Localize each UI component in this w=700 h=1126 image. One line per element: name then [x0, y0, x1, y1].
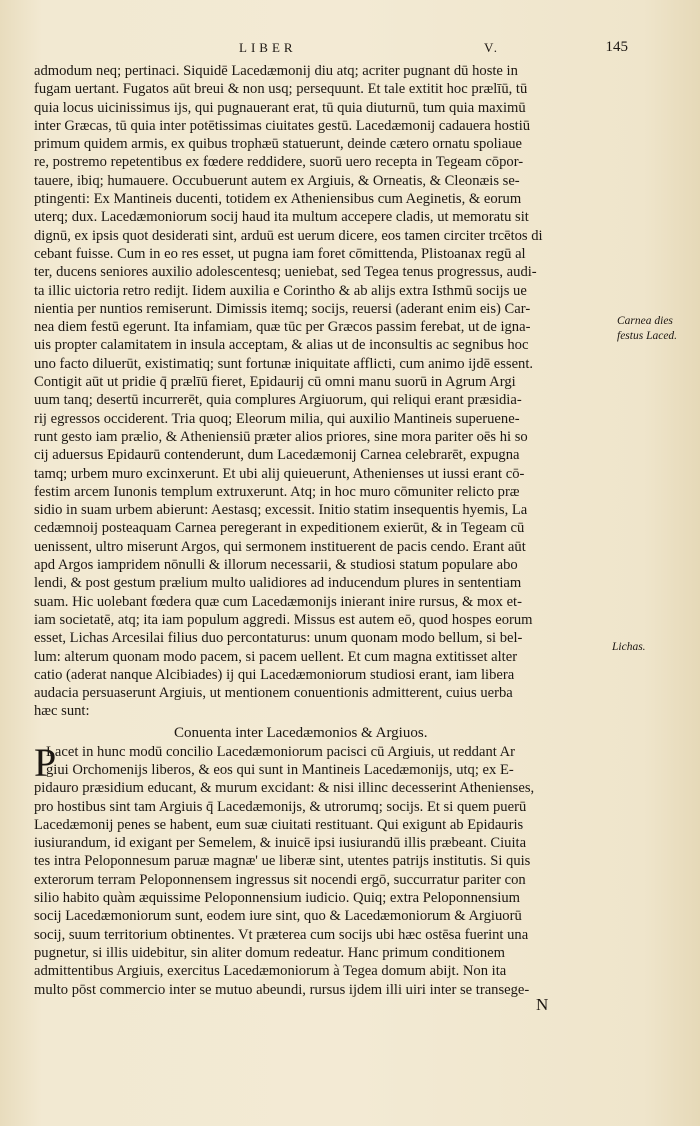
- signature-mark: N: [536, 995, 549, 1014]
- text-line: lendi, & post gestum prælium multo ualidiores ad inducendum plures in sententiam: [34, 575, 522, 592]
- text-line: uis propter calamitatem in insula acceptam, & alias ut de inconsultis ac segnibus hoc: [34, 337, 529, 354]
- text-line: pro hostibus sint tam Argiuis q̄ Lacedæmonijs, & utrorumq; socijs. Et si quem puerū: [34, 798, 527, 815]
- text-line: runt gesto iam prælio, & Atheniensiū præter alios priores, sine mora pariter oēs hi so: [34, 428, 528, 445]
- paragraph-block-2: [34, 739, 608, 999]
- text-line: catio (aderat nanque Alcibiades) ij qui Lacedæmoniorum studiosi erant, iam libera: [34, 666, 515, 683]
- text-line: pugnetur, si illis uidebitur, sin aliter domum redeatur. Hanc primum conditionem: [34, 944, 506, 961]
- text-line: Lacedæmonij penes se habent, eum suæ ciuitati restituant. Qui exigunt ab Epidauris: [34, 816, 524, 833]
- text-line: ta illic uictoria retro redijt. Iidem auxilia e Corintho & ab alijs extra Isthmū socijs ue: [34, 282, 527, 299]
- text-line: ptingenti: Ex Mantineis ducenti, totidem ex Atheniensibus cum Aeginetis, & eorum: [34, 191, 522, 208]
- margin-note-line: Carnea dies: [617, 315, 673, 327]
- text-line: socij Lacedæmoniorum sunt, eodem iure sint, quo & Lacedæmoniorum & Argiuorū: [34, 908, 522, 925]
- text-line: exterorum terram Peloponnensem ingressus sit nocendi ergō, succurratur pariter con: [34, 871, 526, 888]
- running-head: [34, 40, 626, 60]
- paragraph-block-2-lines: [34, 779, 608, 999]
- text-line: uenissent, ultro miserunt Argos, qui sermonem instituerent de pacis cendo. Erant aūt: [34, 538, 526, 555]
- text-line: multo pōst commercio inter se mutuo abeundi, rursus ijdem illi uiri inter se transege-: [34, 981, 530, 998]
- text-line: Lacet in hunc modū concilio Lacedæmoniorum pacisci cū Argiuis, ut reddant Ar: [46, 743, 516, 760]
- text-line: silio habito quàm æquissime Peloponnensium iudicio. Quiq; extra Peloponnensium: [34, 890, 521, 907]
- text-line: primum quidem armis, ex quibus trophæū statuerunt, deinde cætero ornatu spoliaue: [34, 136, 522, 153]
- text-line: festim arcem Iunonis templum extruxerunt. Atq; in hoc muro cōmuniter relicto præ: [34, 483, 520, 500]
- text-line: rij egressos occiderent. Tria quoq; Eleorum milia, qui auxilio Mantineis superuene-: [34, 410, 520, 427]
- running-head-book: V.: [484, 40, 499, 55]
- text-line: re, postremo repetentibus ex fœdere reddidere, suorū uero recepta in Tegeam cōpor-: [34, 154, 524, 171]
- text-line: iam societatē, atq; ita iam populum aggredi. Missus est autem eō, quod hospes eorum: [34, 611, 533, 628]
- margin-note-carnea: [617, 314, 677, 344]
- text-line: ter, ducens seniores auxilio adolescentesq; ueniebat, sed Tegea tenus progressus, audi-: [34, 264, 537, 281]
- page-number: 145: [605, 39, 628, 55]
- text-line: pidauro præsidium educant, & murum excidant: & nisi illinc decesserint Athenienses,: [34, 780, 535, 797]
- text-line: inter Græcas, tū quia inter potētissimas ciuitates gestū. Lacedæmonij cadauera hostiū: [34, 117, 531, 134]
- running-head-title: LIBER: [239, 40, 297, 55]
- text-line: esset, Lichas Arcesilai filius duo percontaturus: unum quonam modo bellum, si bel-: [34, 630, 523, 647]
- text-line: socij, suum territorium obtinentes. Vt præterea cum socijs ubi hæc ostēsa fuerint una: [34, 926, 529, 943]
- text-line: hæc sunt:: [34, 703, 90, 720]
- text-line: uno facto diluerūt, existimatiq; sunt fortunæ iniquitate afflicti, cum animo ijdē essent.: [34, 355, 534, 372]
- text-line: apd Argos iampridem nōnulli & illorum necessarii, & studiosi statum populare abo: [34, 557, 518, 574]
- body-text: [34, 62, 608, 999]
- text-line: audacia persuaserunt Argiuis, ut mentionem conuentionis admitterent, cuius uerba: [34, 685, 513, 702]
- margin-note-lichas: Lichas.: [612, 641, 646, 653]
- margin-note-line: festus Laced.: [617, 330, 678, 342]
- text-line: nientia per nuntios remiserunt. Dimissis itemq; socijs, reuersi (aderant enim eis) Car-: [34, 300, 531, 317]
- text-line: quia locus uicinissimus ijs, qui pugnauerant erat, tū quia diuturnū, tum quia maximū: [34, 99, 526, 116]
- text-line: nea diem festū egerunt. Ita infamiam, quæ tūc per Græcos passim ferebat, ut de igna-: [34, 319, 531, 336]
- text-line: tamq; urbem muro excinxerunt. Et ubi alij quieuerunt, Athenienses ut iussi erant cō-: [34, 465, 525, 482]
- text-line: lum: alterum quonam modo pacem, si pacem uellent. Et cum magna extitisset alter: [34, 648, 518, 665]
- text-line: tes intra Peloponnesum paruæ magnæ' ue liberæ sint, utentes patrijs institutis. Si quis: [34, 853, 531, 870]
- text-line: cij aduersus Epidaurū contenderunt, dum Lacedæmonij Carnea celebrarēt, expugna: [34, 447, 520, 464]
- text-line: sidio in suam urbem abierunt: Aestasq; excessit. Initio statim insequentis hyemis, La: [34, 502, 528, 519]
- text-line: Contigit aūt ut pridie q̄ prælīū fieret, Epidaurij cū omni manu suorū in Agrum Argi: [34, 374, 516, 391]
- text-line: tauere, ibiq; humauere. Occubuerunt autem ex Argiuis, & Orneatis, & Cleonæis se-: [34, 172, 520, 189]
- text-line: admittentibus Argiuis, exercitus Lacedæmoniorum à Tegea domum abijt. Non ita: [34, 963, 507, 980]
- section-heading: Conuenta inter Lacedæmonios & Argiuos.: [174, 724, 428, 741]
- text-line: fugam uertant. Fugatos aūt breui & non usq; persequunt. Et tale extitit hoc prælīū, tū: [34, 81, 528, 98]
- drop-cap: P: [34, 739, 57, 785]
- text-line: suam. Hic uolebant fœdera quæ cum Lacedæmonijs inierant inire rursus, & mox et-: [34, 593, 522, 610]
- text-line: iusiurandum, id exigant per Semelem, & inuicē ipsi iusiurandū illis præbeant. Ciuita: [34, 835, 527, 852]
- text-line: uum tanq; desertū incurrerēt, quia complures Argiuorum, qui reliqui erant præsidia-: [34, 392, 522, 409]
- text-line: dignū, ex ipsis quot desiderati sint, arduū est uerum dicere, eos tamen circiter trcētos di: [34, 227, 543, 244]
- text-line: admodum neq; pertinaci. Siquidē Lacedæmonij diu atq; acriter pugnant dū hoste in: [34, 63, 518, 79]
- text-line: cebant fuisse. Cum in eo res esset, ut pugna iam foret cōmittenda, Plistoanax regū al: [34, 245, 526, 262]
- paragraph-block-1: [34, 62, 608, 721]
- text-line: uterq; dux. Lacedæmoniorum socij haud ita multum accepere cladis, ut memoratu sit: [34, 209, 529, 226]
- text-line: cedæmnoij posteaquam Carnea peregerant in expeditionem exierūt, & in Tegeam cū: [34, 520, 525, 537]
- text-line: giui Orchomenijs liberos, & eos qui sunt in Mantineis Lacedæmonijs, utq; ex E-: [46, 761, 514, 778]
